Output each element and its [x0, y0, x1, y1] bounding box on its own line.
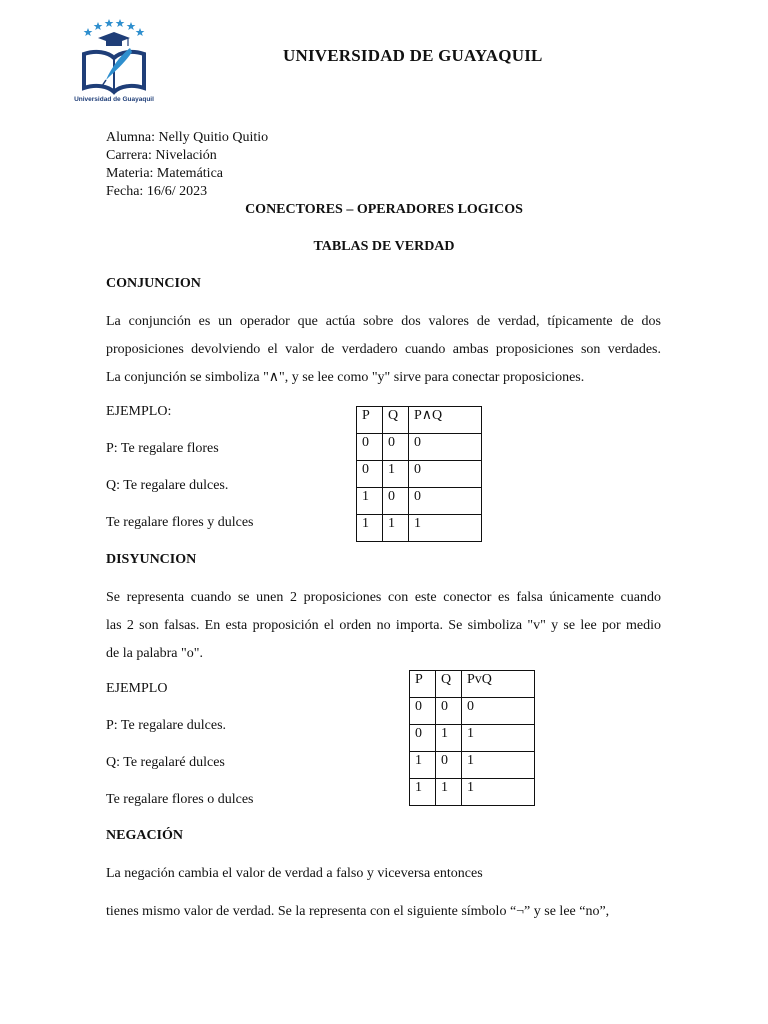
table-cell: 0	[357, 461, 383, 488]
document-subtitle: TABLAS DE VERDAD	[313, 239, 455, 254]
table-cell: 1	[462, 779, 535, 806]
table-cell: 1	[383, 461, 409, 488]
proposition-p: P: Te regalare flores	[106, 441, 219, 456]
paragraph-line: las 2 son falsas. En esta proposición el orden no importa. Se simboliza "v" y se lee por medio	[106, 618, 661, 633]
table-row	[357, 515, 482, 542]
table-row	[410, 779, 535, 806]
table-cell: 0	[410, 725, 436, 752]
student-name: Alumna: Nelly Quitio Quitio	[106, 130, 269, 145]
example-label: EJEMPLO:	[106, 404, 172, 419]
university-logo	[78, 14, 150, 106]
paragraph-line: Se representa cuando se unen 2 proposiciones con este conector es falsa únicamente cuando	[106, 590, 661, 605]
table-row	[357, 434, 482, 461]
paragraph-line: proposiciones devolviendo el valor de verdadero cuando ambas proposiciones son verdades.	[106, 342, 661, 357]
proposition-p: P: Te regalare dulces.	[106, 718, 227, 733]
table-row	[410, 698, 535, 725]
career: Carrera: Nivelación	[106, 148, 217, 163]
table-cell: 1	[462, 725, 535, 752]
logo-caption: Universidad de Guayaquil	[74, 96, 154, 103]
table-cell: 1	[409, 515, 482, 542]
negation-heading: NEGACIÓN	[106, 828, 184, 843]
table-cell: 0	[383, 434, 409, 461]
disjunction-paragraph	[106, 584, 661, 668]
negation-line-1: La negación cambia el valor de verdad a falso y viceversa entonces	[106, 866, 483, 881]
subject: Materia: Matemática	[106, 166, 223, 181]
compound-proposition: Te regalare flores y dulces	[106, 515, 254, 530]
table-row	[357, 461, 482, 488]
table-cell: 1	[462, 752, 535, 779]
header-cell: PvQ	[462, 671, 535, 698]
table-row	[357, 488, 482, 515]
table-cell: 0	[410, 698, 436, 725]
paragraph-line: La conjunción es un operador que actúa sobre dos valores de verdad, típicamente de dos	[106, 314, 661, 329]
header-cell: P	[410, 671, 436, 698]
disjunction-truth-table	[409, 670, 535, 806]
date: Fecha: 16/6/ 2023	[106, 184, 208, 199]
table-cell: 0	[462, 698, 535, 725]
table-cell: 0	[409, 488, 482, 515]
table-cell: 1	[436, 725, 462, 752]
table-cell: 0	[436, 698, 462, 725]
header-cell: P∧Q	[409, 407, 482, 434]
conjunction-truth-table	[356, 406, 482, 542]
negation-line-2: tienes mismo valor de verdad. Se la representa con el siguiente símbolo “¬” y se lee “no”,	[106, 904, 610, 919]
table-cell: 1	[357, 488, 383, 515]
document-title: CONECTORES – OPERADORES LOGICOS	[245, 202, 523, 217]
table-header-row	[410, 671, 535, 698]
header-cell: Q	[383, 407, 409, 434]
proposition-q: Q: Te regalaré dulces	[106, 755, 225, 770]
table-cell: 1	[383, 515, 409, 542]
table-cell: 0	[409, 434, 482, 461]
table-cell: 0	[409, 461, 482, 488]
university-title: UNIVERSIDAD DE GUAYAQUIL	[283, 46, 543, 65]
table-cell: 0	[383, 488, 409, 515]
conjunction-paragraph	[106, 308, 661, 392]
header-cell: P	[357, 407, 383, 434]
table-cell: 0	[357, 434, 383, 461]
table-cell: 1	[357, 515, 383, 542]
paragraph-line: La conjunción se simboliza "∧", y se lee como "y" sirve para conectar proposiciones.	[106, 370, 585, 385]
paragraph-line: de la palabra "o".	[106, 646, 203, 661]
compound-proposition: Te regalare flores o dulces	[106, 792, 254, 807]
table-cell: 0	[436, 752, 462, 779]
table-row	[410, 725, 535, 752]
conjunction-heading: CONJUNCION	[106, 276, 201, 291]
disjunction-heading: DISYUNCION	[106, 552, 197, 567]
table-cell: 1	[410, 752, 436, 779]
table-row	[410, 752, 535, 779]
table-cell: 1	[410, 779, 436, 806]
table-header-row	[357, 407, 482, 434]
table-cell: 1	[436, 779, 462, 806]
proposition-q: Q: Te regalare dulces.	[106, 478, 229, 493]
example-label: EJEMPLO	[106, 681, 168, 696]
header-cell: Q	[436, 671, 462, 698]
